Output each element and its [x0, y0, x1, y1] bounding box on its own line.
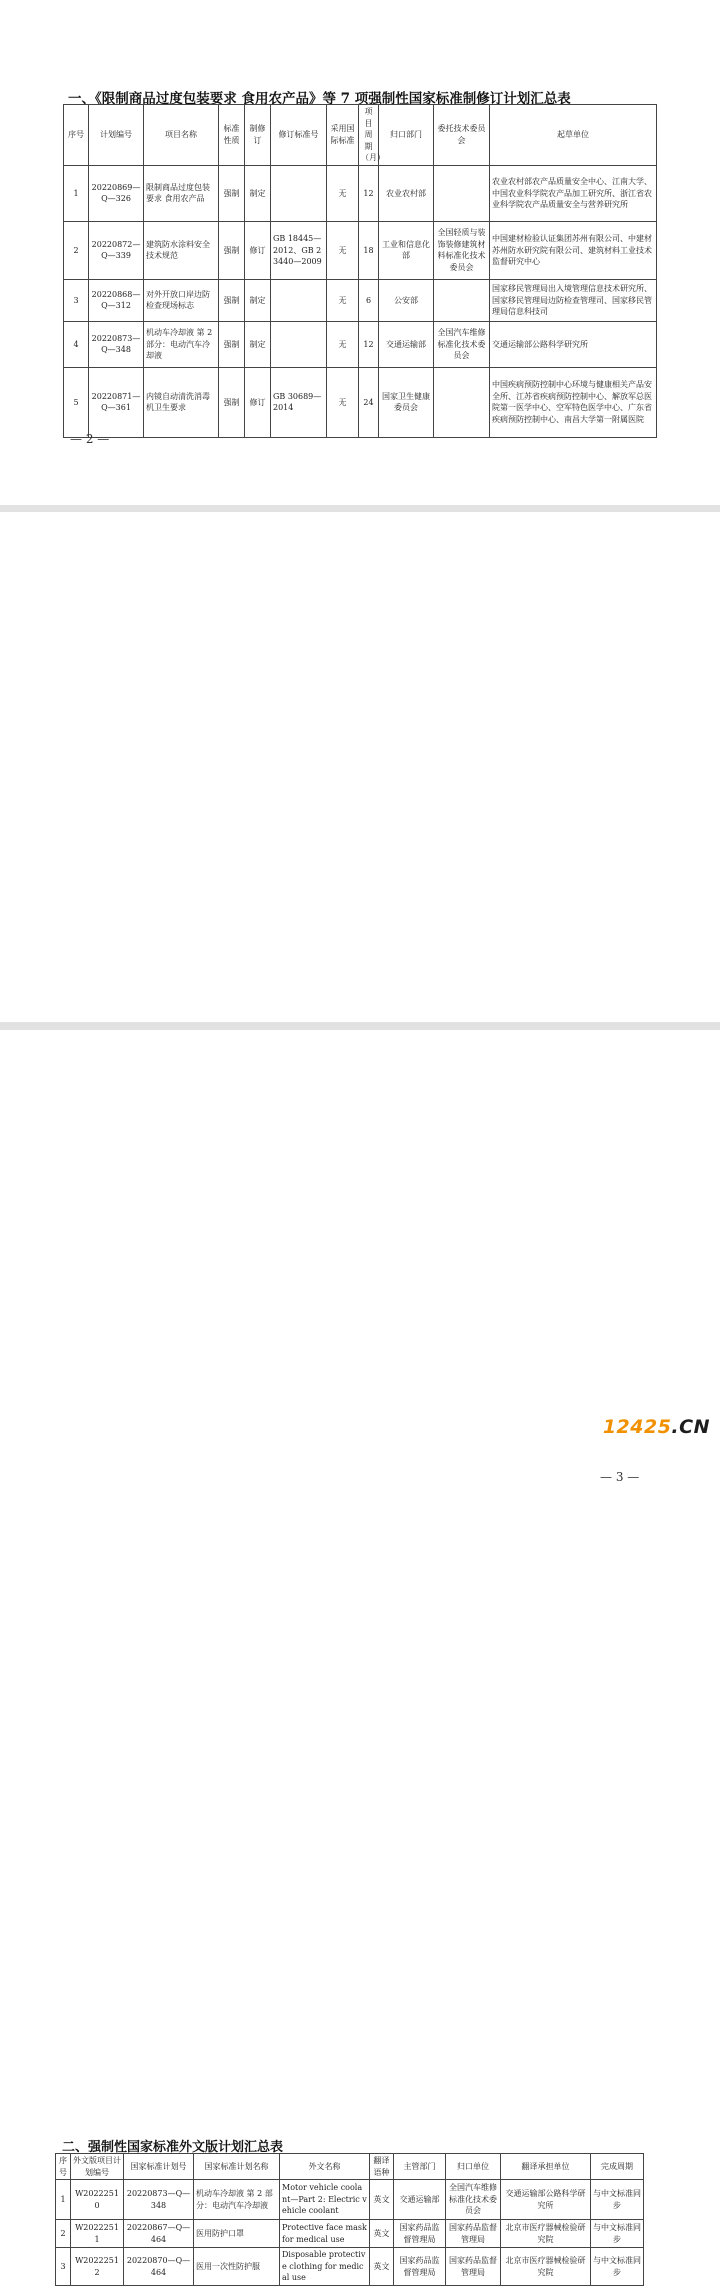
table-cell: 20220867—Q—464 [124, 2220, 194, 2248]
table-cell [434, 367, 490, 437]
table-cell: 国家药品监督管理局 [394, 2220, 446, 2248]
column-header: 归口部门 [379, 105, 434, 166]
table-cell: 建筑防水涂料安全技术规范 [144, 221, 219, 279]
column-header: 序号 [56, 2154, 71, 2180]
table-cell: 1 [64, 165, 89, 221]
site-watermark-logo [603, 1416, 710, 1438]
table-row [64, 321, 657, 367]
table-cell: 无 [327, 321, 359, 367]
table-cell: 无 [327, 367, 359, 437]
table-cell: 医用防护口罩 [194, 2220, 280, 2248]
table-cell: 20220872—Q—339 [89, 221, 144, 279]
table-cell [434, 165, 490, 221]
table-cell: 修订 [245, 221, 271, 279]
column-header: 外文版项目计划编号 [71, 2154, 124, 2180]
table-cell: 交通运输部 [394, 2180, 446, 2220]
table-cell [271, 165, 327, 221]
table-cell: W20222510 [71, 2180, 124, 2220]
table-row [64, 279, 657, 321]
table-cell [271, 279, 327, 321]
column-header: 计划编号 [89, 105, 144, 166]
table-cell: 交通运输部公路科学研究所 [490, 321, 657, 367]
table-cell: 1 [56, 2180, 71, 2220]
table-cell: GB 30689—2014 [271, 367, 327, 437]
table-cell: 3 [56, 2248, 71, 2286]
table-cell: 4 [64, 321, 89, 367]
column-header: 制修订 [245, 105, 271, 166]
page-divider [0, 1022, 720, 1030]
page-divider [0, 505, 720, 512]
document-page-4 [0, 1030, 720, 2283]
table-cell: 北京市医疗器械检验研究院 [501, 2220, 591, 2248]
table-cell: 全国汽车维修标准化技术委员会 [446, 2180, 501, 2220]
table-cell: 制定 [245, 321, 271, 367]
column-header: 采用国际标准 [327, 105, 359, 166]
table-cell: 6 [359, 279, 379, 321]
column-header: 翻译语种 [370, 2154, 394, 2180]
table-row [56, 2248, 644, 2286]
table-cell: 对外开放口岸边防检查现场标志 [144, 279, 219, 321]
table-cell: 2 [56, 2220, 71, 2248]
table-cell: 国家药品监督管理局 [446, 2220, 501, 2248]
column-header: 翻译承担单位 [501, 2154, 591, 2180]
table-cell: 医用一次性防护服 [194, 2248, 280, 2286]
table-cell: 3 [64, 279, 89, 321]
column-header: 归口单位 [446, 2154, 501, 2180]
table-cell: 2 [64, 221, 89, 279]
column-header: 国家标准计划号 [124, 2154, 194, 2180]
table-cell: 交通运输部 [379, 321, 434, 367]
column-header: 起草单位 [490, 105, 657, 166]
table-row [64, 221, 657, 279]
table-cell: 内镜自动清洗消毒机卫生要求 [144, 367, 219, 437]
document-page-2 [0, 0, 720, 505]
table-cell: 机动车冷却液 第 2 部分：电动汽车冷却液 [194, 2180, 280, 2220]
table-cell: 制定 [245, 165, 271, 221]
foreign-version-plan-table [55, 2153, 644, 2286]
table-cell: 英文 [370, 2248, 394, 2286]
table-cell: 中国建材检验认证集团苏州有限公司、中建材苏州防水研究院有限公司、建筑材料工业技术监督研究中心 [490, 221, 657, 279]
watermark-domain: .CN [671, 1416, 710, 1438]
table-cell: W20222511 [71, 2220, 124, 2248]
table-cell: 全国轻质与装饰装修建筑材料标准化技术委员会 [434, 221, 490, 279]
table-cell: 5 [64, 367, 89, 437]
table-header-row [56, 2154, 644, 2180]
table-cell: 与中文标准同步 [591, 2220, 644, 2248]
column-header: 主管部门 [394, 2154, 446, 2180]
table-cell: 20220868—Q—312 [89, 279, 144, 321]
table-cell: Motor vehicle coolant—Part 2: Electric vehicle coolant [280, 2180, 370, 2220]
watermark-number: 12425 [602, 1416, 672, 1438]
table-cell: 制定 [245, 279, 271, 321]
table-cell: 与中文标准同步 [591, 2180, 644, 2220]
table-cell: 限制商品过度包装要求 食用农产品 [144, 165, 219, 221]
table-cell: 18 [359, 221, 379, 279]
table-cell: 12 [359, 165, 379, 221]
table-cell: 农业农村部 [379, 165, 434, 221]
column-header: 标准性质 [219, 105, 245, 166]
column-header: 项目名称 [144, 105, 219, 166]
table-cell [434, 279, 490, 321]
standards-plan-table [63, 104, 657, 438]
table-cell: 强制 [219, 165, 245, 221]
table-cell: 全国汽车维修标准化技术委员会 [434, 321, 490, 367]
table-cell: 强制 [219, 367, 245, 437]
table-cell: 英文 [370, 2180, 394, 2220]
column-header: 外文名称 [280, 2154, 370, 2180]
column-header: 项目周期（月） [359, 105, 379, 166]
column-header: 国家标准计划名称 [194, 2154, 280, 2180]
table-cell: 20220869—Q—326 [89, 165, 144, 221]
table-cell: 北京市医疗器械检验研究院 [501, 2248, 591, 2286]
table-cell: 20220873—Q—348 [89, 321, 144, 367]
table-cell: 20220873—Q—348 [124, 2180, 194, 2220]
table-cell: 工业和信息化部 [379, 221, 434, 279]
table-cell: Disposable protective clothing for medical use [280, 2248, 370, 2286]
table-cell: 强制 [219, 221, 245, 279]
table-cell: 公安部 [379, 279, 434, 321]
column-header: 修订标准号 [271, 105, 327, 166]
table-row [64, 165, 657, 221]
column-header: 完成周期 [591, 2154, 644, 2180]
table-cell: 国家药品监督管理局 [394, 2248, 446, 2286]
table-cell: 机动车冷却液 第 2 部分：电动汽车冷却液 [144, 321, 219, 367]
table-cell: 中国疾病预防控制中心环境与健康相关产品安全所、江苏省疾病预防控制中心、解放军总医院第一医学中心、空军特色医学中心、广东省疾病预防控制中心、南昌大学第一附属医院 [490, 367, 657, 437]
table-cell: 国家药品监督管理局 [446, 2248, 501, 2286]
table-row [56, 2220, 644, 2248]
table-row [64, 367, 657, 437]
page-number: — 3 — [600, 1470, 640, 1484]
column-header: 序号 [64, 105, 89, 166]
table-cell: 无 [327, 279, 359, 321]
table-cell: 强制 [219, 321, 245, 367]
table-cell: 修订 [245, 367, 271, 437]
section-title: 二、强制性国家标准外文版计划汇总表 [62, 2140, 284, 2155]
table-cell: 强制 [219, 279, 245, 321]
table-cell: Protective face mask for medical use [280, 2220, 370, 2248]
table-cell: 20220870—Q—464 [124, 2248, 194, 2286]
page-title: 一、《限制商品过度包装要求 食用农产品》等 7 项强制性国家标准制修订计划汇总表 [68, 91, 571, 107]
table-cell: 12 [359, 321, 379, 367]
table-cell: 无 [327, 221, 359, 279]
table-row [56, 2180, 644, 2220]
table-cell: GB 18445—2012、GB 23440—2009 [271, 221, 327, 279]
table-header-row [64, 105, 657, 166]
table-cell: 20220871—Q—361 [89, 367, 144, 437]
table-cell: 与中文标准同步 [591, 2248, 644, 2286]
table-cell: 24 [359, 367, 379, 437]
table-cell: 交通运输部公路科学研究所 [501, 2180, 591, 2220]
page-number: — 2 — [70, 432, 110, 446]
column-header: 委托技术委员会 [434, 105, 490, 166]
table-cell [271, 321, 327, 367]
table-cell: 英文 [370, 2220, 394, 2248]
table-cell: 国家移民管理局出入境管理信息技术研究所、国家移民管理局边防检查管理司、国家移民管理局信息科技司 [490, 279, 657, 321]
table-cell: 无 [327, 165, 359, 221]
table-cell: 农业农村部农产品质量安全中心、江南大学、中国农业科学院农产品加工研究所、浙江省农业科学院农产品质量安全与营养研究所 [490, 165, 657, 221]
table-cell: W20222512 [71, 2248, 124, 2286]
table-cell: 国家卫生健康委员会 [379, 367, 434, 437]
